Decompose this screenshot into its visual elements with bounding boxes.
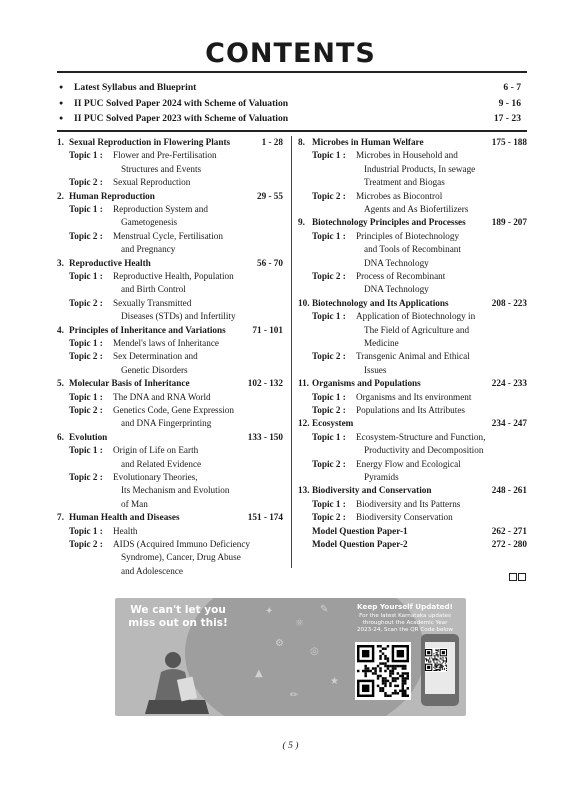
topic-entry: [57, 149, 283, 176]
topic-label: Topic 1 :: [312, 498, 346, 509]
topic-label: Topic 1 :: [69, 338, 103, 349]
front-matter-item: [57, 111, 527, 127]
topic-text: Ecosystem-Structure and Function,: [356, 431, 486, 442]
chapter-heading[interactable]: [298, 377, 527, 390]
chapter-heading[interactable]: [298, 484, 527, 497]
chapter-title: Sexual Reproduction in Flowering Plants: [69, 137, 231, 147]
pencil-icon: ✏: [290, 690, 299, 701]
chapter-title: Evolution: [69, 431, 108, 442]
model-paper-title: Model Question Paper-1: [312, 525, 408, 536]
topic-label: Topic 1 :: [312, 391, 346, 402]
bullet-icon: ●: [59, 83, 64, 91]
chapter-number: 7.: [57, 512, 64, 523]
chapter-number: 12.: [298, 418, 310, 429]
topic-text: Diseases (STDs) and Infertility: [121, 311, 236, 322]
topic-text: Sexual Reproduction: [113, 177, 191, 188]
chapter-title: Reproductive Health: [69, 257, 151, 268]
chapter-pages: 224 - 233: [491, 378, 527, 389]
topic-text: Genetics Code, Gene Expression: [113, 405, 234, 416]
topic-text: Medicine: [364, 338, 399, 349]
topic-label: Topic 1 :: [69, 150, 103, 161]
keep-updated-subtitle: [348, 613, 462, 634]
topic-text: Agents and As Biofertilizers: [364, 204, 469, 215]
keep-updated-line-3: 2023-24, Scan the QR Code below: [357, 627, 453, 633]
topic-text: Menstrual Cycle, Fertilisation: [113, 230, 223, 241]
chapters-right-column: [298, 136, 527, 551]
qr-code[interactable]: [355, 642, 411, 700]
front-matter-pages: 9 - 16: [498, 97, 521, 109]
topic-entry: [57, 471, 283, 511]
end-of-contents-mark: [508, 573, 526, 584]
topic-text: Reproduction System and: [113, 204, 208, 214]
gear-icon: ⚙: [275, 638, 284, 649]
chapter-number: 3.: [57, 257, 64, 268]
topic-text: Sexually Transmitted: [113, 297, 192, 308]
chapter-pages: 151 - 174: [247, 512, 283, 523]
page-title: CONTENTS: [205, 38, 376, 69]
page-number: ( 5 ): [282, 740, 299, 751]
topic-label: Topic 1 :: [69, 391, 103, 402]
topic-entry: [298, 149, 527, 189]
topic-entry: [298, 350, 527, 377]
chapter-number: 2.: [57, 190, 64, 201]
topic-label: Topic 2 :: [312, 458, 346, 469]
chapter-number: 9.: [298, 217, 305, 228]
topic-text: of Man: [121, 498, 148, 509]
topic-text: DNA Technology: [364, 257, 429, 268]
topic-label: Topic 2 :: [312, 190, 346, 201]
chapter-heading[interactable]: [298, 136, 527, 149]
chapter-title: Biotechnology and Its Applications: [312, 297, 449, 308]
topic-label: Topic 2 :: [69, 351, 103, 362]
topic-label: Topic 2 :: [69, 472, 103, 483]
chapter-number: 10.: [298, 297, 310, 308]
front-matter-list: [57, 80, 527, 127]
book-icon: ✎: [320, 604, 329, 615]
topic-label: Topic 2 :: [69, 230, 103, 241]
topic-text: Transgenic Animal and Ethical: [356, 351, 470, 362]
topic-text: Organisms and Its environment: [356, 391, 472, 402]
topic-text: Process of Recombinant: [356, 271, 446, 282]
chapter-pages: 248 - 261: [491, 485, 527, 496]
chapter-pages: 175 - 188: [491, 137, 527, 147]
topic-entry: [298, 498, 527, 511]
chapter-pages: 29 - 55: [256, 190, 283, 201]
chapter-heading[interactable]: [298, 216, 527, 229]
topic-entry: [298, 230, 527, 270]
atom-icon: ⚛: [295, 618, 304, 629]
topic-label: Topic 2 :: [312, 271, 346, 282]
chapter-number: 13.: [298, 485, 310, 496]
topic-text: The DNA and RNA World: [113, 391, 211, 402]
topic-label: Topic 2 :: [69, 177, 103, 188]
promo-banner: [115, 598, 466, 716]
topic-text: Issues: [364, 364, 387, 375]
chapter-pages: 102 - 132: [247, 378, 283, 389]
topic-text: Treatment and Biogas: [364, 177, 445, 188]
column-divider: [291, 136, 292, 568]
front-matter-item: [57, 80, 527, 96]
star-icon: ★: [330, 676, 339, 687]
front-matter-pages: 6 - 7: [503, 82, 521, 93]
topic-label: Topic 2 :: [312, 351, 346, 362]
topic-entry: [298, 190, 527, 217]
topic-text: Syndrome), Cancer, Drug Abuse: [121, 552, 241, 563]
topic-text: Microbes as Biocontrol: [356, 190, 443, 201]
chapter-heading[interactable]: [298, 417, 527, 430]
topic-label: Topic 2 :: [312, 405, 346, 416]
chapter-pages: 189 - 207: [491, 217, 527, 228]
topic-label: Topic 2 :: [69, 539, 103, 550]
keep-updated-line-2: throughout the Academic Year: [362, 620, 448, 626]
topic-entry: [57, 391, 283, 404]
topic-text: Evolutionary Theories,: [113, 472, 198, 483]
banner-headline-line-2: miss out on this!: [128, 617, 228, 629]
topic-label: Topic 1 :: [69, 271, 103, 282]
chapter-heading[interactable]: [57, 377, 283, 390]
topic-text: Sex Determination and: [113, 351, 198, 362]
topic-text: and Adolescence: [121, 565, 183, 576]
graduation-cap-icon: ▲: [255, 668, 263, 679]
topic-entry: [298, 404, 527, 417]
topic-label: Topic 2 :: [69, 297, 103, 308]
chapter-pages: 1 - 28: [261, 137, 283, 147]
topic-text: Industrial Products, In sewage: [364, 163, 476, 174]
topic-text: Health: [113, 525, 138, 536]
chapter-title: Ecosystem: [312, 418, 354, 429]
chapter-title: Microbes in Human Welfare: [312, 137, 424, 147]
topic-text: AIDS (Acquired Immuno Deficiency: [113, 539, 251, 550]
topic-label: Topic 2 :: [312, 512, 346, 523]
chapter-title: Organisms and Populations: [312, 378, 421, 389]
topic-entry: [298, 270, 527, 297]
chapter-number: 6.: [57, 431, 64, 442]
topic-entry: [57, 404, 283, 431]
keep-updated-title: Keep Yourself Updated!: [357, 602, 453, 611]
keep-updated-line-1: For the latest Karnataka updates: [359, 613, 451, 619]
topic-label: Topic 2 :: [69, 405, 103, 416]
topic-text: Origin of Life on Earth: [113, 445, 199, 456]
topic-entry: [57, 297, 283, 324]
topic-entry: [57, 337, 283, 350]
topic-text: Genetic Disorders: [121, 364, 188, 375]
chapter-title: Principles of Inheritance and Variations: [69, 324, 226, 335]
topic-text: and DNA Fingerprinting: [121, 418, 212, 429]
chapter-pages: 71 - 101: [252, 324, 283, 335]
model-paper-entry[interactable]: [298, 525, 527, 538]
section-divider: [57, 130, 527, 132]
topic-label: Topic 1 :: [312, 150, 346, 161]
title-divider: [57, 71, 527, 73]
topic-text: and Related Evidence: [121, 458, 202, 469]
topic-text: and Tools of Recombinant: [364, 244, 461, 255]
banner-headline-line-1: We can't let you: [130, 604, 226, 616]
topic-text: and Pregnancy: [121, 244, 176, 255]
topic-entry: [298, 511, 527, 524]
topic-text: Gametogenesis: [121, 217, 178, 228]
bullet-icon: ●: [59, 98, 64, 107]
topic-text: Application of Biotechnology in: [356, 311, 476, 322]
topic-text: Populations and Its Attributes: [356, 405, 465, 416]
model-paper-pages: 272 - 280: [491, 539, 527, 550]
chapter-heading[interactable]: [298, 297, 527, 310]
banner-headline: [123, 604, 233, 630]
topic-text: Structures and Events: [121, 163, 202, 174]
chapter-heading[interactable]: [57, 511, 283, 524]
chapter-heading[interactable]: [57, 431, 283, 444]
topic-text: Productivity and Decomposition: [364, 445, 484, 456]
chapters-left-column: [57, 136, 283, 578]
chapter-title: Biotechnology Principles and Processes: [312, 217, 466, 228]
topic-label: Topic 1 :: [69, 525, 103, 536]
topic-entry: [57, 444, 283, 471]
reading-person-illustration: [135, 650, 225, 716]
topic-label: Topic 1 :: [312, 431, 346, 442]
topic-entry: [57, 538, 283, 578]
globe-icon: ◎: [310, 646, 319, 657]
phone-qr-code: [425, 648, 447, 672]
model-paper-title: Model Question Paper-2: [312, 539, 408, 550]
chapter-number: 8.: [298, 137, 305, 147]
chapter-number: 1.: [57, 137, 64, 147]
topic-text: Energy Flow and Ecological: [356, 458, 461, 469]
topic-text: Reproductive Health, Population: [113, 271, 234, 282]
topic-entry: [298, 310, 527, 350]
chapter-number: 4.: [57, 324, 64, 335]
lightbulb-icon: ✦: [265, 606, 274, 617]
bullet-icon: ●: [59, 114, 64, 122]
topic-entry: [298, 391, 527, 404]
topic-text: The Field of Agriculture and: [364, 324, 470, 335]
topic-entry: [298, 458, 527, 485]
topic-text: Pyramids: [364, 472, 399, 483]
chapter-title: Human Health and Diseases: [69, 512, 180, 523]
topic-entry: [57, 176, 283, 189]
chapter-number: 11.: [298, 378, 309, 389]
chapter-pages: 56 - 70: [256, 257, 283, 268]
front-matter-label: II PUC Solved Paper 2024 with Scheme of Valuation: [74, 97, 289, 109]
topic-entry: [57, 230, 283, 257]
chapter-heading[interactable]: [57, 190, 283, 203]
topic-label: Topic 1 :: [312, 230, 346, 241]
topic-label: Topic 1 :: [69, 204, 103, 214]
topic-text: Biodiversity Conservation: [356, 512, 453, 523]
chapter-pages: 234 - 247: [491, 418, 527, 429]
topic-entry: [57, 270, 283, 297]
topic-text: Flower and Pre-Fertilisation: [113, 150, 217, 161]
topic-text: Principles of Biotechnology: [356, 230, 460, 241]
topic-entry: [57, 203, 283, 230]
model-paper-entry[interactable]: [298, 538, 527, 551]
topic-label: Topic 1 :: [69, 445, 103, 456]
front-matter-item: [57, 96, 527, 112]
chapter-heading[interactable]: [57, 324, 283, 337]
topic-text: and Birth Control: [121, 284, 186, 295]
model-paper-pages: 262 - 271: [491, 525, 527, 536]
topic-text: Microbes in Household and: [356, 150, 458, 161]
topic-entry: [57, 525, 283, 538]
chapter-title: Molecular Basis of Inheritance: [69, 378, 190, 389]
front-matter-label: Latest Syllabus and Blueprint: [74, 82, 197, 93]
chapter-heading[interactable]: [57, 136, 283, 149]
chapter-number: 5.: [57, 378, 64, 389]
front-matter-pages: 17 - 23: [493, 113, 521, 124]
topic-text: DNA Technology: [364, 284, 429, 295]
chapter-title: Human Reproduction: [69, 190, 155, 201]
topic-entry: [57, 350, 283, 377]
chapter-pages: 208 - 223: [491, 297, 527, 308]
front-matter-label: II PUC Solved Paper 2023 with Scheme of Valuation: [74, 113, 289, 124]
chapter-title: Biodiversity and Conservation: [312, 485, 432, 496]
topic-text: Its Mechanism and Evolution: [121, 485, 230, 496]
topic-label: Topic 1 :: [312, 311, 346, 322]
chapter-pages: 133 - 150: [247, 431, 283, 442]
topic-text: Biodiversity and Its Patterns: [356, 498, 461, 509]
topic-text: Mendel's laws of Inheritance: [113, 338, 219, 349]
chapter-heading[interactable]: [57, 257, 283, 270]
topic-entry: [298, 431, 527, 458]
